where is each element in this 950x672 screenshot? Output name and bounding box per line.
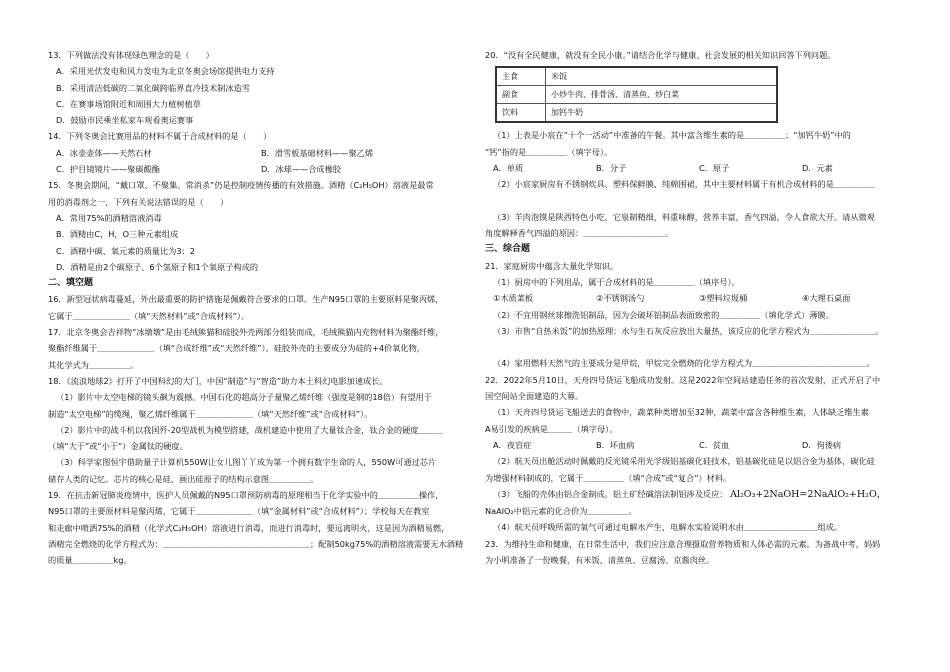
left-column [48, 47, 466, 569]
q21-option-4: ④大理石桌面 [802, 293, 851, 304]
lunch-menu-table [495, 66, 778, 123]
q14-option-c: C．护目镜镜片——聚碳酸酯 [56, 164, 160, 175]
q20-option-d: D．元素 [802, 162, 833, 173]
q22-option-b: B．坏血病 [596, 439, 635, 450]
menu-key-staple: 主食 [496, 67, 546, 86]
q18-line-5: （填“大于”或“小于”）金属钛的硬度。 [48, 441, 188, 452]
q23-line-2: 为小明准备了一份晚餐，有米饭、清蒸鱼、豆腐汤、京酱肉丝。 [485, 555, 715, 566]
q22-option-c: C．贫血 [699, 439, 730, 450]
q22-p2-line-1: （2）航天员出舱活动时佩戴的反光镜采用光学级铝基碳化硅技术，铝基碳化硅是以铝合金为基体，碳化硅 [493, 456, 875, 467]
q15-option-a: A．常用75%的酒精溶液消毒 [56, 212, 162, 223]
q16-line-1: 16．新型冠状病毒蔓延，外出最重要的防护措施是佩戴符合要求的口罩。生产N95口罩的主要原料是聚丙烯， [48, 294, 444, 305]
q18-line-3: 制造“太空电梯”的缆绳，聚乙烯纤维属于＿＿＿＿＿＿＿（填“天然纤维”或“合成材料”）。 [48, 408, 373, 419]
q20-p3-line-2: 角度解释香气四溢的原因：＿＿＿＿＿＿＿＿＿＿。 [485, 228, 674, 239]
menu-key-drink: 饮料 [496, 104, 546, 123]
q15-line-2: 用的消毒剂之一，下列有关说法错误的是（ ） [48, 196, 229, 207]
question-14 [48, 128, 466, 177]
table-row [496, 86, 777, 104]
q20-p3-line-1: （3）羊肉泡馍是陕西特色小吃，它泉制精细，料重味醇，营养丰富，香气四溢，令人食欲大开。请从微观 [493, 211, 875, 222]
q19-line-2: N95口罩的主要原材料是聚丙烯，它属于＿＿＿＿＿＿＿（填“金属材料”或“合成材料”）；学校每天在教室 [48, 506, 430, 517]
spacer [485, 192, 905, 208]
q20-p2: （2）小宸家厨房有不锈钢炊具、塑料保鲜膜、纯棉围裙，其中主要材料属于有机合成材料的是＿＿＿＿＿ [493, 179, 875, 190]
menu-value-side: 小炒牛肉、排骨汤、清蒸鱼、炒白菜 [546, 86, 778, 104]
q20-option-a: A．单质 [493, 162, 524, 173]
question-13 [48, 47, 466, 128]
question-23 [485, 536, 905, 569]
q23-line-1: 23．为维持生命和健康，在日常生活中，我们应注意合理摄取营养物质和人体必需的元素。为备战中考，妈妈 [485, 538, 881, 549]
q17-line-3: 其化学式为＿＿＿＿＿。 [48, 359, 139, 370]
q22-p2-line-2: 为增强材料制成的，它属于＿＿＿＿＿（填“合成”或“复合”）材料。 [485, 472, 732, 483]
section-fill-in-title: 二、填空题 [48, 278, 94, 289]
question-18 [48, 373, 466, 487]
q22-p1-line-2: A易引发的疾病是＿＿＿（填字母）。 [485, 423, 618, 434]
q18-line-2: （1）影片中太空电梯的镜头飙为震撼。中国石化的超高分子量聚乙烯纤维（强度是钢的18倍）有望用于 [56, 392, 432, 403]
question-21 [485, 258, 905, 372]
q22-p1-line-1: （1）天舟四号货运飞船送去的食物中，蔬菜种类增加至32种，蔬菜中富含各种维生素，人体缺乏维生素 [493, 407, 869, 418]
q15-option-d: D．酒精是由2个碳原子、6个氢原子和1个氧原子构成的 [56, 261, 259, 272]
q13-stem: 13．下列做法没有体现绿色理念的是（ ） [48, 50, 214, 60]
right-column [485, 47, 905, 568]
q14-stem: 14．下列冬奥会比赛用品的材料不属于合成材料的是（ ） [48, 131, 272, 142]
q22-p3 [485, 486, 905, 503]
q19-line-1: 19．在抗击新冠肺炎疫情中，医护人员佩戴的N95口罩预防病毒的原理相当于化学实验中的＿＿＿＿＿操作， [48, 490, 444, 501]
q22-p1-options [485, 437, 905, 453]
q14-option-b: B．滑雪板基础材料——聚乙烯 [261, 147, 374, 158]
q20-p1-options [485, 160, 905, 176]
q21-p4: （4）家用燃料天然气的主要成分是甲烷，甲烷完全燃烧的化学方程式为＿＿＿＿＿＿＿＿＿＿＿＿＿＿。 [493, 358, 875, 369]
table-row [496, 104, 777, 123]
q21-p1-options [485, 290, 905, 306]
q13-option-a: A．采用光伏发电和风力发电为北京冬奥会场馆提供电力支持 [56, 66, 275, 77]
q22-p3-text: （3）飞船的壳体由铝合金制成。铝土矿经碱溶法制铝涉及反应： [493, 488, 728, 499]
q15-option-c: C．酒精中碳、氧元素的质量比为3：2 [56, 245, 195, 256]
q17-line-2: 聚酯纤维属于＿＿＿＿＿＿＿（填“合成纤维”或“天然纤维”）。硅胶外壳的主要成分为硅的+4价氧化物， [48, 343, 425, 354]
question-16 [48, 291, 466, 324]
q14-options-row-1 [48, 145, 466, 161]
q22-intro-line-1: 22．2022年5月10日，天舟四号货运飞船成功发射。这是2022年空间站建造任务的首次发射，正式开启了中 [485, 374, 881, 385]
menu-value-staple: 米饭 [546, 67, 778, 86]
q21-option-2: ②不锈钢汤勺 [596, 293, 645, 304]
q13-option-b: B．采用清洁低碳的二氧化碳跨临界直冷技术制冰造雪 [56, 82, 250, 93]
spacer [485, 339, 905, 355]
q13-option-d: D．鼓励市民乘坐私家车观看奥运赛事 [56, 115, 194, 126]
q14-option-a: A．冰壶壶体——天然石材 [56, 147, 152, 158]
q19-line-3: 和走廊中喷洒75%的酒精（化学式C₂H₅OH）溶液进行消毒，而进行消毒时，要远离明火，这是因为酒精易燃， [48, 522, 450, 533]
q20-p1-line-2: “钙”指的是＿＿＿＿＿（填字母）。 [485, 146, 613, 157]
q18-line-6: （3）科学家图恒宇借助量子计算机550W让女儿图丫丫成为第一个拥有数字生命的人，550W可通过芯片 [56, 457, 437, 468]
q17-line-1: 17．北京冬奥会吉祥物“冰墩墩”是由毛绒熊猫和硅胶外壳两部分组装而成，毛绒熊猫内充物材料为聚酯纤维， [48, 327, 444, 338]
q18-line-4: （2）影片中的战斗机以我国歼-20型战机为模型搭建，战机建造中使用了大量钛合金，钛合金的硬度＿＿＿ [56, 424, 444, 435]
q18-line-1: 18．《流浪地球2》打开了中国科幻的大门，中国“制造”与“智造”助力本土科幻电影加速成长。 [48, 375, 388, 386]
q20-p1-line-1: （1）上表是小宸在“十个一活动”中准备的午餐。其中富含维生素的是＿＿＿＿＿；“加钙牛奶”中的 [493, 130, 851, 141]
q14-options-row-2 [48, 161, 466, 177]
question-20 [485, 47, 905, 241]
question-17 [48, 324, 466, 373]
q21-option-3: ③塑料垃圾桶 [699, 293, 748, 304]
q19-line-4: 酒精完全燃烧的化学方程式为：＿＿＿＿＿＿＿＿＿＿＿＿＿＿＿＿＿＿；配制50kg75%的酒精溶液需要无水酒精 [48, 538, 464, 549]
q19-line-5: 的质量＿＿＿＿＿kg。 [48, 555, 132, 566]
q21-stem: 21．家庭厨房中蕴含大量化学知识。 [485, 260, 619, 271]
q13-option-c: C．在赛事场馆附近和周围大力植树植草 [56, 98, 201, 109]
q15-option-b: B．酒精由C，H，O三种元素组成 [56, 229, 179, 240]
section-comprehensive-title: 三、综合题 [485, 244, 531, 255]
q22-p3b: NaAlO₂中铝元素的化合价为＿＿＿＿＿。 [485, 506, 637, 517]
question-19 [48, 487, 466, 568]
menu-value-drink: 加钙牛奶 [546, 104, 778, 123]
q21-option-1: ①木质菜板 [493, 293, 534, 304]
menu-key-side: 副食 [496, 86, 546, 104]
q20-option-c: C．原子 [699, 162, 730, 173]
q20-option-b: B．分子 [596, 162, 627, 173]
q22-intro-line-2: 国空间站全面建造的大幕。 [485, 391, 584, 402]
q16-line-2: 它属于＿＿＿＿＿＿＿（填“天然材料”或“合成材料”）。 [48, 310, 250, 321]
q22-option-a: A．夜盲症 [493, 439, 532, 450]
q22-p4: （4）航天员呼吸所需的氧气可通过电解水产生，电解水实验说明水由＿＿＿＿＿＿＿＿＿组成。 [493, 522, 843, 533]
question-15 [48, 177, 466, 275]
q22-option-d: D．佝偻病 [802, 439, 842, 450]
q18-line-7: 储存人类的记忆。芯片的核心是硅，画出硅原子的结构示意图＿＿＿＿＿。 [48, 473, 319, 484]
alumina-reaction-formula: Al₂O₃+2NaOH=2NaAlO₂+H₂O， [730, 488, 887, 500]
q14-option-d: D．冰球——合成橡胶 [261, 164, 341, 175]
q21-p2: （2）不宜用钢丝球擦洗铝制品，因为会破坏铝制品表面致密的＿＿＿＿＿（填化学式）薄膜。 [493, 309, 834, 320]
q21-p3: （3）市售“自热米饭”的加热原理：水与生石灰反应放出大量热，该反应的化学方程式为＿＿＿＿＿＿＿＿。 [493, 325, 884, 336]
table-row [496, 67, 777, 86]
q21-p1: （1）厨房中的下列用品，属于合成材料的是＿＿＿＿＿（填序号）。 [493, 276, 740, 287]
q15-line-1: 15．冬奥会期间，“戴口罩、不聚集、常消杀”仍是控制疫情传播的有效措施。酒精（C₂H₅OH）溶液是最常 [48, 180, 434, 191]
question-22 [485, 372, 905, 536]
q20-stem: 20．“没有全民健康，就没有全民小康。”请结合化学与健康、社会发展的相关知识回答下列问题。 [485, 50, 836, 60]
